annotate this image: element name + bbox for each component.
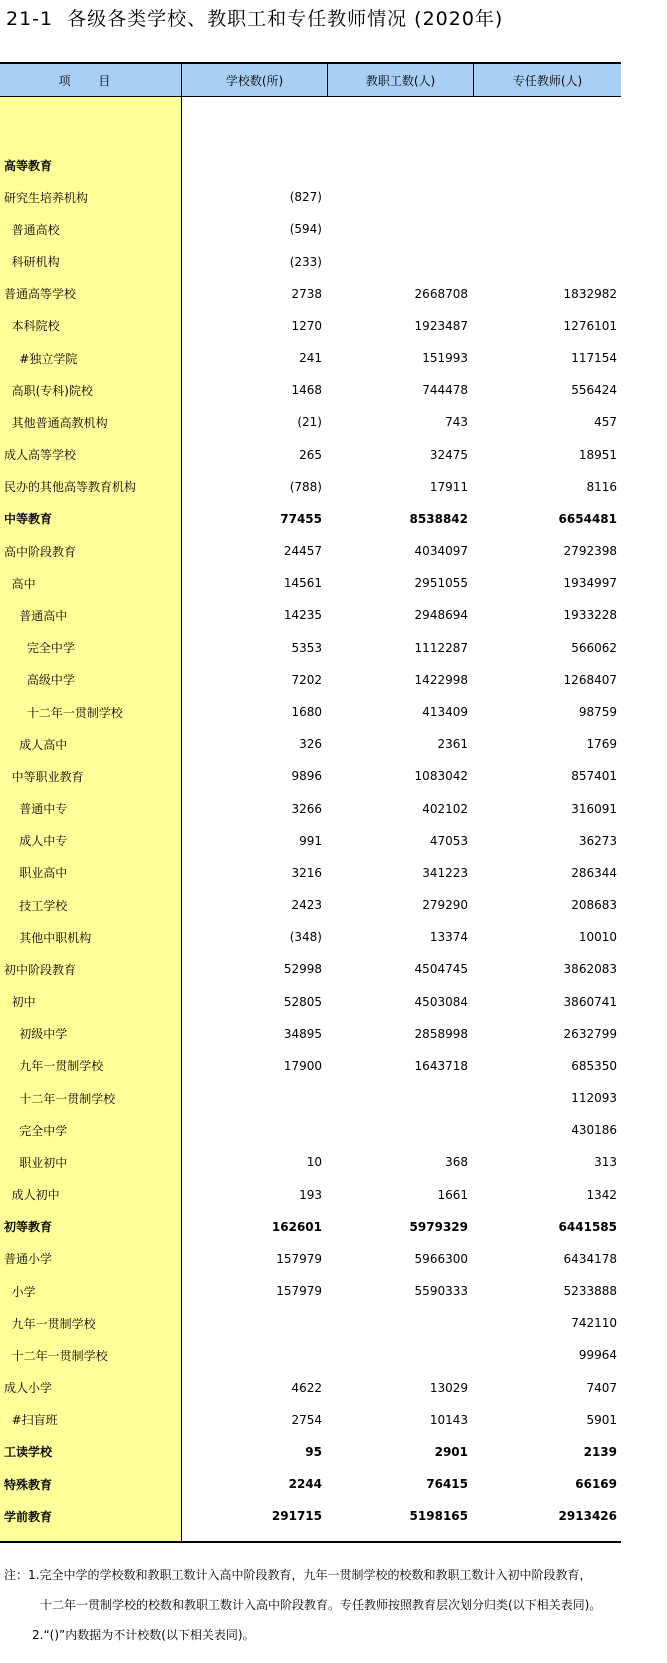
teacher-count-cell: 2139 (583, 1444, 617, 1459)
school-count-cell: 1270 (291, 318, 322, 333)
teacher-count-cell: 1933228 (563, 608, 617, 623)
teacher-count-cell: 430186 (571, 1123, 617, 1138)
school-count-cell: 14561 (283, 576, 322, 591)
school-count-cell: 17900 (283, 1058, 322, 1073)
teacher-count-cell: 316091 (571, 801, 617, 816)
teacher-count-cell: 98759 (578, 705, 617, 719)
row-label: 初中阶段教育 (4, 962, 77, 977)
school-count-cell: 991 (299, 833, 322, 848)
row-label: 成人初中 (4, 1188, 60, 1203)
teacher-count-cell: 5901 (586, 1412, 617, 1427)
footnote-1: 注：1.完全中学的学校数和教职工数计入高中阶段教育，九年一贯制学校的校数和教职工数计入初中阶段教育， (4, 1568, 592, 1582)
staff-count-cell: 1422998 (414, 672, 468, 687)
staff-count-cell: 151993 (422, 351, 468, 366)
school-count-cell: 7202 (291, 672, 322, 687)
school-count-cell: 34895 (283, 1026, 322, 1041)
table-row (0, 149, 621, 181)
row-label: 十二年一贯制学校 (4, 705, 123, 720)
row-label: 初等教育 (4, 1220, 53, 1235)
row-label: 高等教育 (4, 158, 53, 173)
row-label: 初级中学 (4, 1027, 68, 1042)
staff-count-cell: 5966300 (414, 1251, 468, 1266)
row-label: 研究生培养机构 (4, 190, 89, 205)
staff-count-cell: 402102 (422, 801, 468, 816)
school-count-cell: 2754 (291, 1412, 322, 1427)
row-label: 成人小学 (4, 1381, 53, 1396)
staff-count-cell: 1661 (437, 1187, 468, 1202)
school-count-cell: 291715 (271, 1509, 322, 1524)
table-row (0, 889, 621, 921)
row-label: 其他普通高教机构 (4, 415, 108, 430)
staff-count-cell: 2361 (437, 737, 468, 752)
teacher-count-cell: 7407 (586, 1380, 617, 1395)
row-label: 完全中学 (4, 641, 75, 656)
table-number: 21-1 (6, 8, 54, 30)
table-row (0, 1243, 621, 1275)
table-row (0, 1275, 621, 1307)
staff-count-cell: 2668708 (414, 286, 468, 301)
teacher-count-cell: 3860741 (563, 994, 617, 1009)
staff-count-cell: 8538842 (409, 511, 468, 526)
table-row (0, 1114, 621, 1146)
teacher-count-cell: 313 (594, 1155, 617, 1170)
teacher-count-cell: 8116 (586, 479, 617, 494)
table-row (0, 696, 621, 728)
row-label: #独立学院 (4, 351, 78, 366)
teacher-count-cell: 1769 (586, 737, 617, 752)
table-row (0, 857, 621, 889)
teacher-count-cell: 36273 (578, 833, 617, 848)
school-count-cell: 157979 (276, 1284, 322, 1299)
table-row (0, 760, 621, 792)
staff-count-cell: 5979329 (409, 1219, 468, 1234)
school-count-cell: (233) (289, 254, 322, 269)
table-row (0, 246, 621, 278)
school-count-cell: (594) (289, 222, 322, 237)
table-row (0, 1436, 621, 1468)
teacher-count-cell: 1342 (586, 1187, 617, 1202)
staff-count-cell: 10143 (429, 1412, 468, 1427)
teacher-count-cell: 2792398 (563, 544, 617, 559)
table-header (0, 62, 621, 97)
teacher-count-cell: 857401 (571, 769, 617, 784)
teacher-count-cell: 208683 (571, 898, 617, 913)
row-label: 学前教育 (4, 1509, 53, 1524)
row-label: 成人中专 (4, 834, 68, 849)
school-count-cell: 162601 (271, 1219, 322, 1234)
teacher-count-cell: 566062 (571, 640, 617, 655)
school-count-cell: 2244 (288, 1477, 322, 1492)
table-body (0, 97, 621, 1543)
row-label: 成人高等学校 (4, 448, 77, 463)
row-label: 工读学校 (4, 1445, 53, 1460)
header-school-count: 学校数(所) (182, 64, 328, 96)
teacher-count-cell: 1934997 (563, 576, 617, 591)
table-row (0, 1146, 621, 1178)
table-row (0, 1018, 621, 1050)
table-row (0, 503, 621, 535)
row-label: 普通高中 (4, 608, 68, 623)
staff-count-cell: 76415 (426, 1477, 468, 1492)
table-row (0, 632, 621, 664)
data-table (0, 62, 621, 1543)
table-row (0, 599, 621, 631)
school-count-cell: 10 (306, 1155, 322, 1170)
teacher-count-cell: 286344 (571, 865, 617, 880)
row-label: 中等教育 (4, 512, 53, 527)
table-row (0, 953, 621, 985)
staff-count-cell: 2948694 (414, 608, 468, 623)
teacher-count-cell: 18951 (578, 447, 617, 462)
row-label: 普通高等学校 (4, 287, 77, 302)
teacher-count-cell: 99964 (578, 1348, 617, 1363)
row-label: 科研机构 (4, 255, 60, 270)
school-count-cell: 265 (299, 447, 322, 462)
table-row (0, 1468, 621, 1500)
school-count-cell: 157979 (276, 1251, 322, 1266)
teacher-count-cell: 2913426 (558, 1509, 617, 1524)
footnote-1-cont: 十二年一贯制学校的校数和教职工数计入高中阶段教育。专任教师按照教育层次划分归类(以下相关表同)。 (40, 1598, 602, 1612)
table-row (0, 664, 621, 696)
school-count-cell: 5353 (291, 640, 322, 655)
footnotes (4, 1560, 601, 1650)
staff-count-cell: 368 (445, 1155, 468, 1170)
table-row (0, 181, 621, 213)
footnote-2: 2.“()”内数据为不计校数(以下相关表同)。 (32, 1628, 255, 1642)
table-row (0, 1082, 621, 1114)
row-label: 成人高中 (4, 737, 68, 752)
table-row (0, 921, 621, 953)
school-count-cell: 2738 (291, 286, 322, 301)
row-label: 十二年一贯制学校 (4, 1348, 108, 1363)
school-count-cell: 1468 (291, 383, 322, 398)
school-count-cell: 3266 (291, 801, 322, 816)
school-count-cell: 52805 (283, 994, 322, 1009)
staff-count-cell: 5590333 (414, 1284, 468, 1299)
school-count-cell: (827) (289, 190, 322, 205)
table-row (0, 728, 621, 760)
row-label: 普通高校 (4, 222, 60, 237)
table-row (0, 471, 621, 503)
teacher-count-cell: 6434178 (563, 1251, 617, 1266)
row-label: 职业初中 (4, 1155, 68, 1170)
table-row (0, 374, 621, 406)
teacher-count-cell: 556424 (571, 383, 617, 398)
school-count-cell: 3216 (291, 865, 322, 880)
row-label: 高级中学 (4, 673, 75, 688)
staff-count-cell: 743 (445, 415, 468, 430)
row-label: 九年一贯制学校 (4, 1059, 104, 1074)
row-label: 十二年一贯制学校 (4, 1091, 116, 1106)
school-count-cell: (21) (297, 415, 322, 430)
staff-count-cell: 13029 (429, 1380, 468, 1395)
school-count-cell: 1680 (291, 705, 322, 719)
table-row (0, 1050, 621, 1082)
row-label: 特殊教育 (4, 1477, 53, 1492)
table-row (0, 825, 621, 857)
row-label: 完全中学 (4, 1123, 68, 1138)
header-teacher-count: 专任教师(人) (512, 73, 583, 88)
table-row (0, 535, 621, 567)
staff-count-cell: 341223 (422, 865, 468, 880)
table-row (0, 278, 621, 310)
row-label: 初中 (4, 995, 36, 1010)
table-row (0, 1500, 621, 1532)
row-label: 中等职业教育 (4, 769, 84, 784)
teacher-count-cell: 5233888 (563, 1284, 617, 1299)
row-label: 普通小学 (4, 1252, 53, 1267)
staff-count-cell: 4034097 (414, 544, 468, 559)
table-row (0, 567, 621, 599)
school-count-cell: 95 (305, 1444, 322, 1459)
staff-count-cell: 279290 (422, 898, 468, 913)
teacher-count-cell: 6441585 (558, 1219, 617, 1234)
row-label: 职业高中 (4, 866, 68, 881)
table-row (0, 1372, 621, 1404)
row-label: 本科院校 (4, 319, 60, 334)
staff-count-cell: 2951055 (414, 576, 468, 591)
staff-count-cell: 1643718 (414, 1058, 468, 1073)
row-label: 高职(专科)院校 (4, 383, 93, 398)
row-label: 普通中专 (4, 802, 68, 817)
teacher-count-cell: 1268407 (563, 672, 617, 687)
table-row (0, 1211, 621, 1243)
school-count-cell: (788) (289, 479, 322, 494)
table-title: 各级各类学校、教职工和专任教师情况 (2020年) (67, 8, 504, 30)
teacher-count-cell: 1276101 (563, 318, 617, 333)
staff-count-cell: 1112287 (414, 640, 468, 655)
staff-count-cell: 744478 (422, 383, 468, 398)
teacher-count-cell: 2632799 (563, 1026, 617, 1041)
teacher-count-cell: 457 (594, 415, 617, 430)
staff-count-cell: 1083042 (414, 769, 468, 784)
header-item: 项 目 (0, 64, 182, 96)
row-label: 九年一贯制学校 (4, 1316, 96, 1331)
school-count-cell: 9896 (291, 769, 322, 784)
table-row (0, 310, 621, 342)
table-row (0, 213, 621, 245)
teacher-count-cell: 10010 (578, 930, 617, 945)
staff-count-cell: 32475 (429, 447, 468, 462)
teacher-count-cell: 1832982 (563, 286, 617, 301)
table-row (0, 1339, 621, 1371)
teacher-count-cell: 6654481 (558, 511, 617, 526)
school-count-cell: 14235 (283, 608, 322, 623)
staff-count-cell: 2858998 (414, 1026, 468, 1041)
row-label: 高中 (4, 576, 36, 591)
teacher-count-cell: 66169 (575, 1477, 617, 1492)
school-count-cell: 4622 (291, 1380, 322, 1395)
school-count-cell: 326 (299, 737, 322, 752)
staff-count-cell: 13374 (429, 930, 468, 945)
staff-count-cell: 5198165 (409, 1509, 468, 1524)
row-label: 技工学校 (4, 898, 68, 913)
school-count-cell: 241 (299, 351, 322, 366)
teacher-count-cell: 742110 (571, 1316, 617, 1331)
staff-count-cell: 4504745 (414, 962, 468, 977)
table-row (0, 792, 621, 824)
table-row (0, 985, 621, 1017)
school-count-cell: 2423 (291, 898, 322, 913)
row-label: 民办的其他高等教育机构 (4, 480, 137, 495)
school-count-cell: 24457 (283, 544, 322, 559)
table-rows (0, 149, 621, 1532)
staff-count-cell: 47053 (429, 833, 468, 848)
teacher-count-cell: 112093 (571, 1091, 617, 1106)
teacher-count-cell: 685350 (571, 1058, 617, 1073)
table-row (0, 406, 621, 438)
school-count-cell: 77455 (280, 511, 322, 526)
row-label: 小学 (4, 1284, 36, 1299)
staff-count-cell: 4503084 (414, 994, 468, 1009)
staff-count-cell: 2901 (434, 1444, 468, 1459)
table-row (0, 1404, 621, 1436)
school-count-cell: (348) (289, 930, 322, 945)
table-row (0, 439, 621, 471)
teacher-count-cell: 117154 (571, 351, 617, 366)
table-row (0, 1307, 621, 1339)
school-count-cell: 193 (299, 1187, 322, 1202)
row-label: #扫盲班 (4, 1413, 58, 1428)
page-title (6, 4, 503, 31)
row-label: 其他中职机构 (4, 930, 92, 945)
staff-count-cell: 17911 (429, 479, 468, 494)
header-staff-count: 教职工数(人) (328, 64, 474, 96)
row-label: 高中阶段教育 (4, 544, 77, 559)
staff-count-cell: 413409 (422, 705, 468, 719)
staff-count-cell: 1923487 (414, 318, 468, 333)
table-row (0, 1179, 621, 1211)
school-count-cell: 52998 (283, 962, 322, 977)
teacher-count-cell: 3862083 (563, 962, 617, 977)
table-row (0, 342, 621, 374)
